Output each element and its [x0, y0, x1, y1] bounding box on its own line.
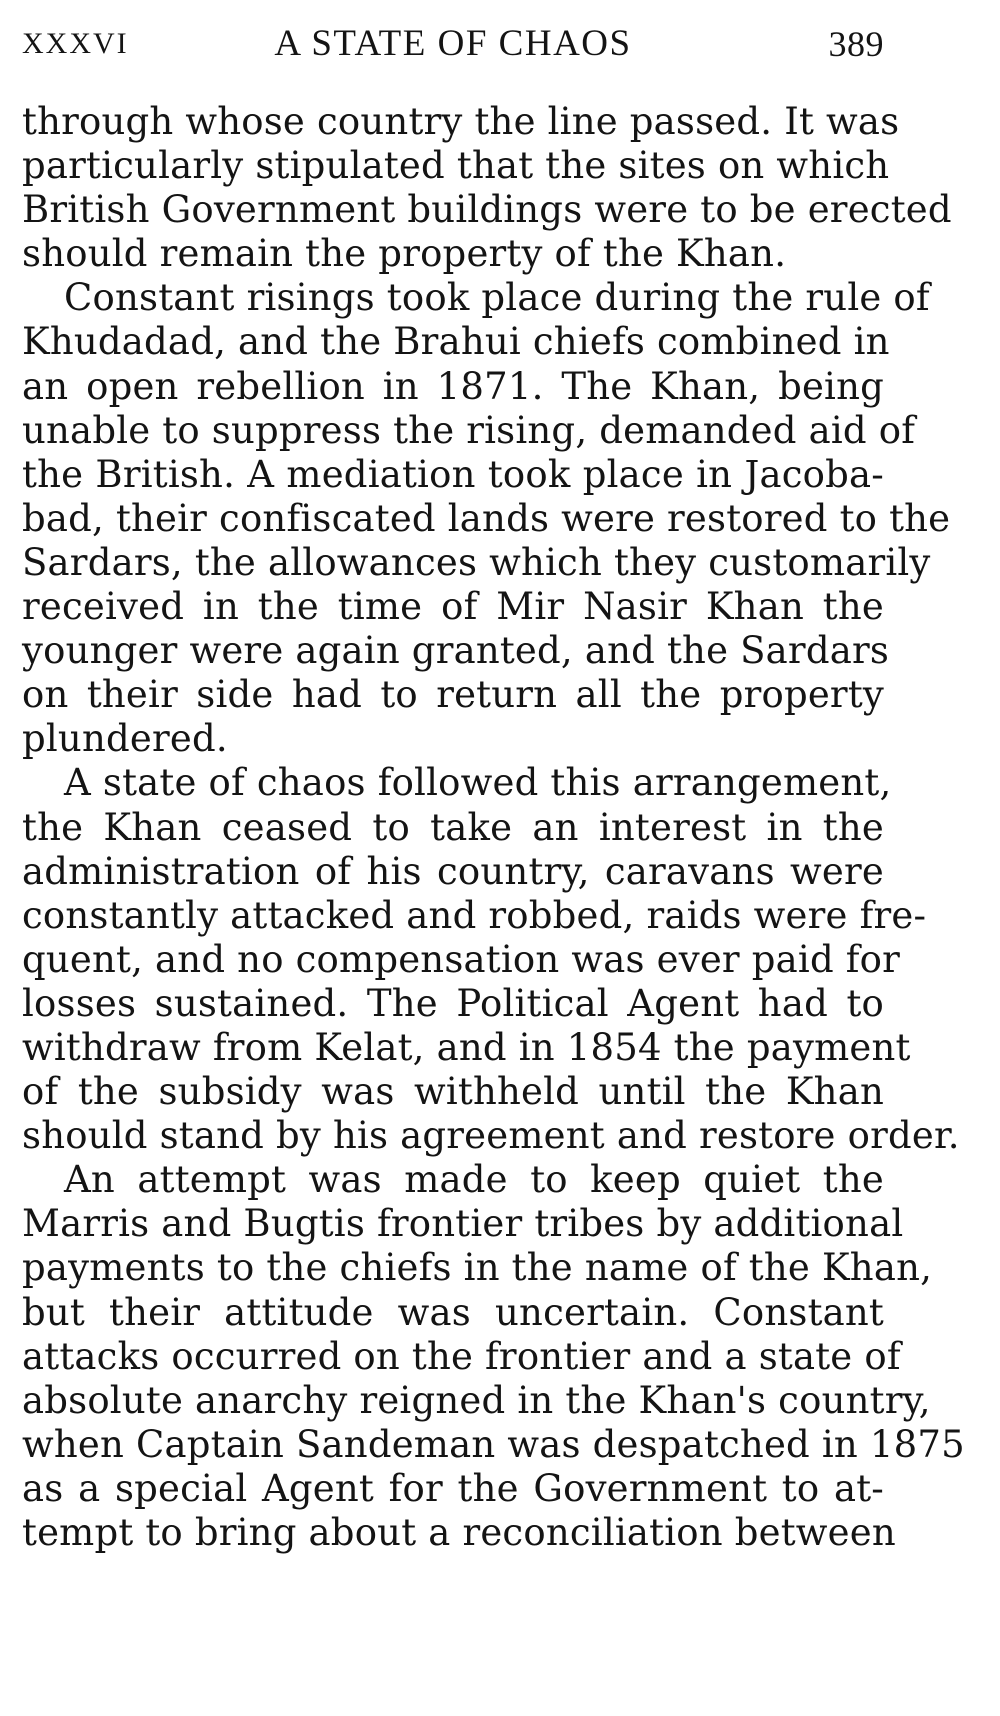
text-line: Constant risings took place during the rule of — [64, 276, 930, 320]
text-line: absolute anarchy reigned in the Khan's country, — [22, 1378, 931, 1422]
running-head — [22, 12, 884, 76]
text-line: plundered. — [22, 717, 228, 761]
text-line: quent, and no compensation was ever paid for — [22, 937, 901, 981]
book-page — [22, 12, 965, 1702]
text-line: particularly stipulated that the sites on which — [22, 144, 890, 188]
text-line: British Government buildings were to be erected — [22, 188, 952, 232]
text-line: A state of chaos followed this arrangement, — [64, 761, 892, 805]
paragraph-4 — [22, 1158, 965, 1555]
text-line: bad, their confiscated lands were restored to the — [22, 496, 951, 540]
text-line: received in the time of Mir Nasir Khan the — [22, 585, 884, 629]
text-line: but their attitude was uncertain. Constant — [22, 1290, 884, 1334]
body-text — [22, 100, 965, 1555]
text-line: younger were again granted, and the Sardars — [22, 629, 890, 673]
text-line: the British. A mediation took place in Jacoba- — [22, 452, 884, 496]
text-line: Sardars, the allowances which they customarily — [22, 540, 931, 584]
text-line: An attempt was made to keep quiet the — [64, 1158, 884, 1202]
text-line: through whose country the line passed. It was — [22, 100, 900, 143]
paragraph-1 — [22, 100, 952, 276]
text-line: Marris and Bugtis frontier tribes by additional — [22, 1202, 904, 1246]
text-line: losses sustained. The Political Agent had to — [22, 981, 884, 1025]
text-line: unable to suppress the rising, demanded aid of — [22, 408, 916, 452]
text-line: on their side had to return all the property — [22, 673, 884, 717]
page-number: 389 — [828, 24, 884, 64]
text-line: the Khan ceased to take an interest in the — [22, 805, 884, 849]
text-line: Khudadad, and the Brahui chiefs combined in — [22, 320, 890, 364]
chapter-number: XXXVI — [22, 27, 129, 60]
text-line: payments to the chiefs in the name of the Khan, — [22, 1246, 933, 1290]
running-title: A STATE OF CHAOS — [274, 23, 632, 64]
text-line: of the subsidy was withheld until the Khan — [22, 1070, 884, 1114]
text-line: as a special Agent for the Government to at- — [22, 1466, 884, 1510]
text-line: tempt to bring about a reconciliation between — [22, 1511, 896, 1554]
text-line: when Captain Sandeman was despatched in 1875 — [22, 1422, 965, 1466]
paragraph-3 — [22, 761, 960, 1158]
text-line: attacks occurred on the frontier and a state of — [22, 1334, 901, 1378]
text-line: should remain the property of the Khan. — [22, 232, 787, 276]
text-line: withdraw from Kelat, and in 1854 the payment — [22, 1025, 911, 1069]
paragraph-2 — [22, 276, 951, 761]
text-line: constantly attacked and robbed, raids were fre- — [22, 893, 927, 937]
text-line: administration of his country, caravans were — [22, 849, 884, 893]
text-line: should stand by his agreement and restore order. — [22, 1114, 960, 1158]
text-line: an open rebellion in 1871. The Khan, being — [22, 364, 884, 408]
